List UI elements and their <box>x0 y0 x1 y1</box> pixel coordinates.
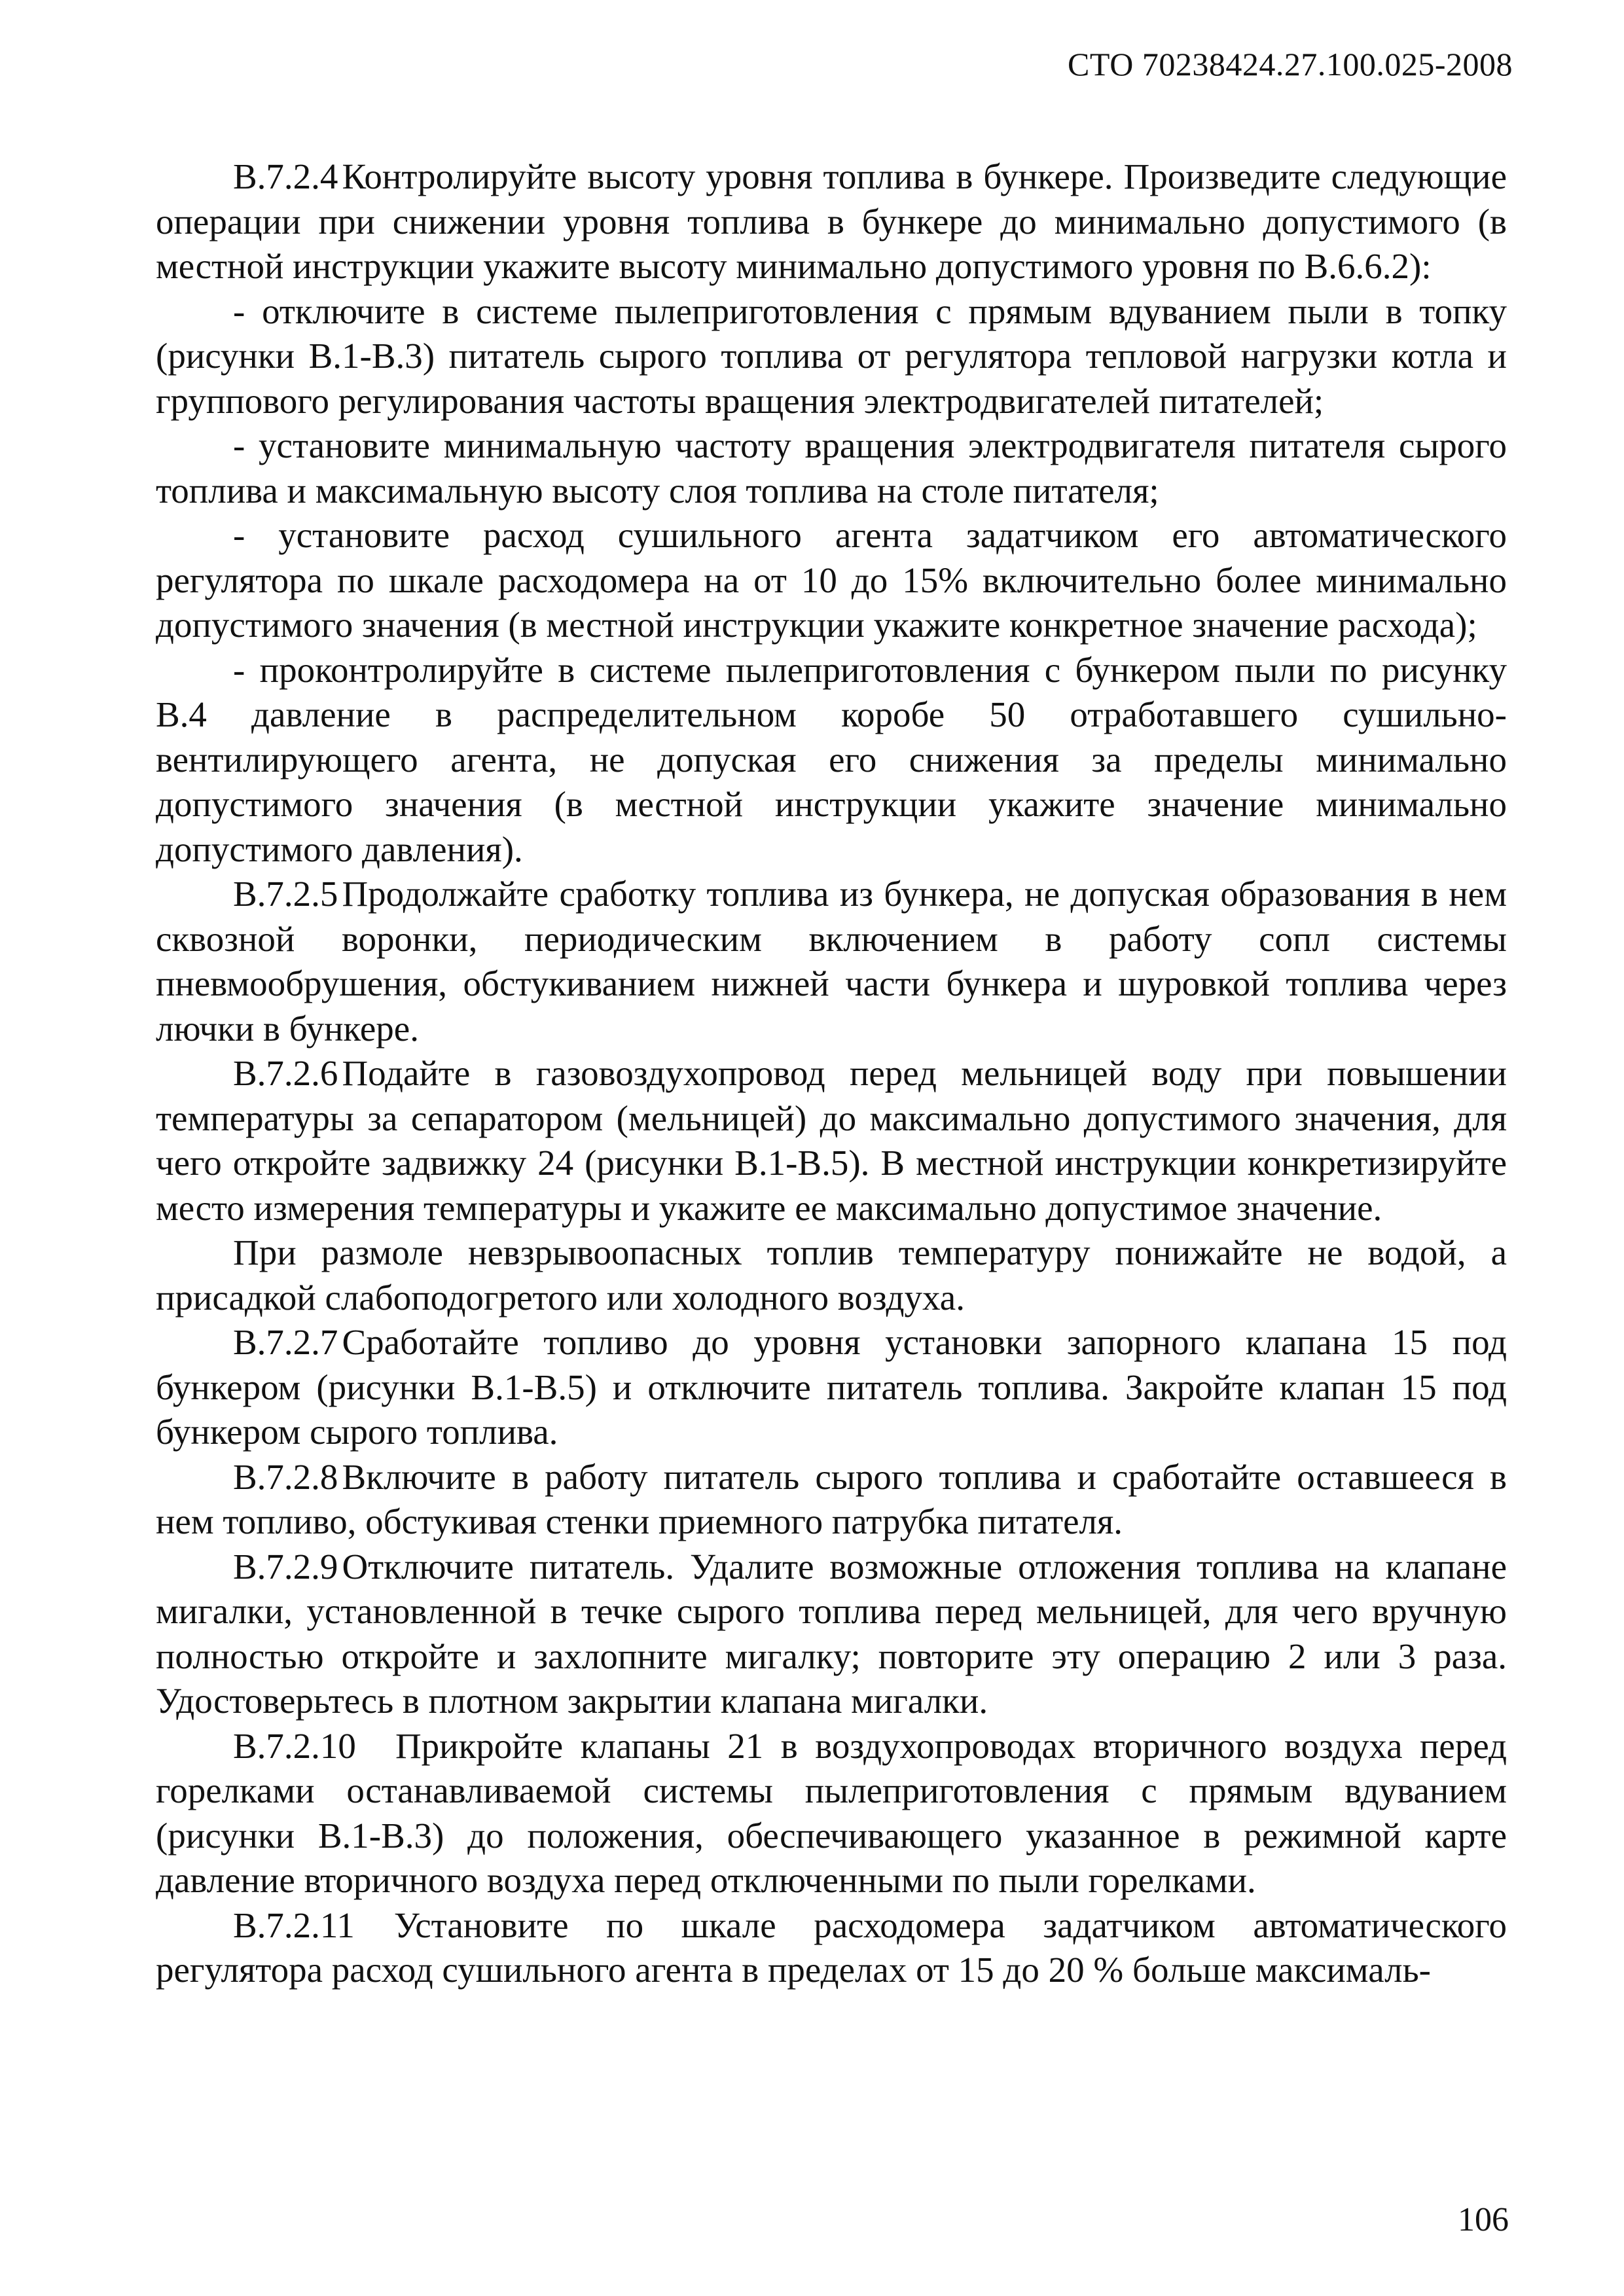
paragraph-b-7-2-4 <box>156 154 1507 289</box>
clause-number: В.7.2.8 <box>233 1456 338 1497</box>
paragraph-text: - установите минимальную частоту вращения электродвигателя питателя сырого топлива и максимальную высоту слоя топлива на столе питателя; <box>156 425 1507 511</box>
clause-number: В.7.2.5 <box>233 874 338 914</box>
paragraph-text: Контролируйте высоту уровня топлива в бункере. Произведите следующие операции при снижении уровня топлива в бункере до минимально допустимого (в местной инструкции укажите высоту минимально допустимого уровня по В.6.6.2): <box>156 156 1507 286</box>
document-code: СТО 70238424.27.100.025-2008 <box>1068 46 1513 82</box>
paragraph-b-7-2-8 <box>156 1455 1507 1545</box>
paragraph-non-explosive-fuels <box>156 1230 1507 1320</box>
paragraph-text: При размоле невзрывоопасных топлив температуру понижайте не водой, а присадкой слабоподогретого или холодного воздуха. <box>156 1232 1507 1318</box>
paragraph-text: - отключите в системе пылеприготовления с прямым вдуванием пыли в топку (рисунки В.1-В.3) питатель сырого топлива от регулятора тепловой нагрузки котла и группового регулирования частоты вращения электродвигателей питателей; <box>156 291 1507 421</box>
clause-number: В.7.2.11 <box>233 1905 355 1945</box>
paragraph-b-7-2-9 <box>156 1545 1507 1724</box>
paragraph-b-7-2-7 <box>156 1320 1507 1455</box>
paragraph-text: Включите в работу питатель сырого топлива и сработайте оставшееся в нем топливо, обстукивая стенки приемного патрубка питателя. <box>156 1456 1507 1541</box>
list-item-drying-agent-flow <box>156 513 1507 648</box>
document-body <box>156 154 1507 1993</box>
list-item-disable-feeder <box>156 289 1507 424</box>
paragraph-text: Прикройте клапаны 21 в воздухопроводах вторичного воздуха перед горелками останавливаемой системы пылеприготовления с прямым вдуванием (рисунки В.1-В.3) до положения, обеспечивающего указанное в режимной карте давление вторичного воздуха перед отключенными по пыли горелками. <box>156 1725 1507 1900</box>
paragraph-b-7-2-5 <box>156 872 1507 1051</box>
list-item-check-pressure <box>156 648 1507 872</box>
paragraph-b-7-2-6 <box>156 1051 1507 1230</box>
paragraph-text: Подайте в газовоздухопровод перед мельницей воду при повышении температуры за сепаратором (мельницей) до максимально допустимого значения, для чего откройте задвижку 24 (рисунки В.1-В.5). В местной инструкции конкретизируйте место измерения температуры и укажите ее максимально допустимое значение. <box>156 1053 1507 1228</box>
paragraph-b-7-2-11 <box>156 1903 1507 1993</box>
clause-number: В.7.2.7 <box>233 1322 338 1362</box>
paragraph-text: - установите расход сушильного агента задатчиком его автоматического регулятора по шкале расходомера на от 10 до 15% включительно более минимально допустимого значения (в местной инструкции укажите конкретное значение расхода); <box>156 515 1507 645</box>
clause-number: В.7.2.10 <box>233 1725 356 1766</box>
paragraph-text: Отключите питатель. Удалите возможные отложения топлива на клапане мигалки, установленной в течке сырого топлива перед мельницей, для чего вручную полностью откройте и захлопните мигалку; повторите эту операцию 2 или 3 раза. Удостоверьтесь в плотном закрытии клапана мигалки. <box>156 1546 1507 1721</box>
paragraph-text: - проконтролируйте в системе пылеприготовления с бункером пыли по рисунку В.4 давление в распределительном коробе 50 отработавшего сушильно-вентилирующего агента, не допуская его снижения за пределы минимально допустимого значения (в местной инструкции укажите значение минимально допустимого давления). <box>156 649 1507 869</box>
page-number: 106 <box>1458 2201 1509 2238</box>
paragraph-text: Продолжайте сработку топлива из бункера, не допуская образования в нем сквозной воронки, периодическим включением в работу сопл системы пневмообрушения, обстукиванием нижней части бункера и шуровкой топлива через лючки в бункере. <box>156 874 1507 1049</box>
clause-number: В.7.2.6 <box>233 1053 338 1093</box>
clause-number: В.7.2.9 <box>233 1546 338 1587</box>
paragraph-b-7-2-10 <box>156 1724 1507 1903</box>
clause-number: В.7.2.4 <box>233 156 338 196</box>
paragraph-text: Установите по шкале расходомера задатчиком автоматического регулятора расход сушильного агента в пределах от 15 до 20 % больше максималь- <box>156 1905 1507 1990</box>
paragraph-text: Сработайте топливо до уровня установки запорного клапана 15 под бункером (рисунки В.1-В.5) и отключите питатель топлива. Закройте клапан 15 под бункером сырого топлива. <box>156 1322 1507 1452</box>
list-item-min-speed <box>156 423 1507 513</box>
